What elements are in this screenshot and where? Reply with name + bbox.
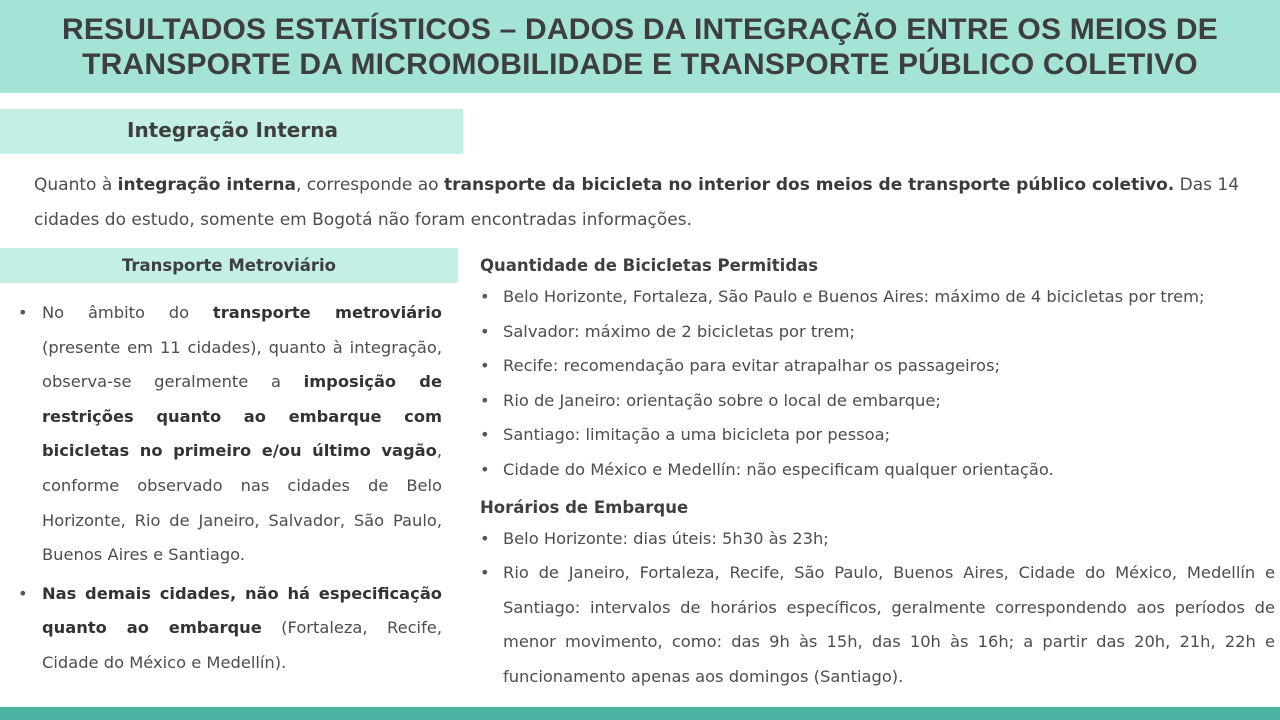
intro-bold-1: integração interna bbox=[117, 175, 296, 195]
list-item bbox=[18, 577, 442, 681]
bullet-icon: • bbox=[480, 321, 490, 341]
list-item bbox=[480, 453, 1275, 488]
list-item bbox=[480, 556, 1275, 694]
metro-text-3: , conforme observado nas cidades de Belo Horizonte, Rio de Janeiro, Salvador, São Paulo, Buenos Aires e Santiago. bbox=[42, 441, 442, 565]
bullet-icon: • bbox=[480, 425, 490, 445]
item-text: Cidade do México e Medellín: não especificam qualquer orientação. bbox=[503, 459, 1054, 479]
item-text: Rio de Janeiro: orientação sobre o local de embarque; bbox=[503, 390, 941, 410]
title-line-1: RESULTADOS ESTATÍSTICOS – DADOS DA INTEGRAÇÃO ENTRE OS MEIOS DE bbox=[61, 12, 1218, 46]
list-item bbox=[480, 315, 1275, 350]
quantidade-list bbox=[480, 280, 1275, 488]
bullet-icon: • bbox=[18, 303, 28, 322]
metro-heading-box bbox=[0, 248, 458, 283]
list-item bbox=[480, 384, 1275, 419]
metro-bold-3: Nas demais cidades, não há especificação quanto ao embarque bbox=[42, 583, 442, 638]
item-text: Rio de Janeiro, Fortaleza, Recife, São Paulo, Buenos Aires, Cidade do México, Medellín e Santiago: intervalos de horários específicos, geralmente correspondendo aos períodos de menor movimento, como: das 9h às 15h, das 10h às 16h; a partir das 20h, 21h, 22h e funcionamento apenas aos domingos (Santiago). bbox=[503, 563, 1275, 686]
intro-text-3: Das 14 cidades do estudo, somente em Bogotá não foram encontradas informações. bbox=[34, 175, 1240, 230]
bullet-icon: • bbox=[480, 459, 490, 479]
intro-bold-2: transporte da bicicleta no interior dos meios de transporte público coletivo. bbox=[443, 175, 1175, 195]
intro-text-1: Quanto à bbox=[34, 175, 118, 195]
list-item bbox=[18, 296, 442, 573]
bullet-icon: • bbox=[480, 287, 490, 306]
slide-title bbox=[62, 12, 1218, 82]
bullet-icon: • bbox=[480, 563, 490, 583]
title-line-2: TRANSPORTE DA MICROMOBILIDADE E TRANSPORTE PÚBLICO COLETIVO bbox=[82, 47, 1198, 81]
list-item bbox=[480, 522, 1275, 557]
section-heading-box bbox=[0, 109, 463, 154]
bullet-icon: • bbox=[480, 356, 490, 376]
list-item bbox=[480, 280, 1275, 315]
bullet-icon: • bbox=[18, 583, 28, 603]
metro-bold-2: imposição de restrições quanto ao embarque com bicicletas no primeiro e/ou último vagão bbox=[42, 372, 442, 461]
section-heading: Integração Interna bbox=[127, 118, 338, 142]
metro-text-2: (presente em 11 cidades), quanto à integração, observa-se geralmente a bbox=[42, 337, 442, 392]
item-text: Belo Horizonte: dias úteis: 5h30 às 23h; bbox=[503, 528, 829, 548]
title-bar bbox=[0, 0, 1280, 93]
footer-bar bbox=[0, 707, 1280, 720]
intro-text-2: , corresponde ao bbox=[295, 175, 444, 195]
list-item bbox=[480, 349, 1275, 384]
item-text: Belo Horizonte, Fortaleza, São Paulo e Buenos Aires: máximo de 4 bicicletas por trem; bbox=[503, 287, 1205, 306]
metro-list bbox=[18, 296, 442, 681]
intro-paragraph bbox=[34, 168, 1264, 238]
horarios-list bbox=[480, 522, 1275, 695]
bullet-icon: • bbox=[480, 528, 490, 548]
list-item bbox=[480, 418, 1275, 453]
metro-heading: Transporte Metroviário bbox=[121, 256, 337, 275]
bullet-icon: • bbox=[480, 390, 490, 410]
item-text: Santiago: limitação a uma bicicleta por pessoa; bbox=[503, 425, 891, 445]
quantidade-heading: Quantidade de Bicicletas Permitidas bbox=[480, 256, 819, 275]
metro-text-1: No âmbito do bbox=[42, 303, 213, 322]
right-column bbox=[480, 252, 1275, 695]
metro-text-4: (Fortaleza, Recife, Cidade do México e Medellín). bbox=[42, 618, 442, 672]
metro-bold-1: transporte metroviário bbox=[212, 303, 442, 322]
item-text: Salvador: máximo de 2 bicicletas por trem; bbox=[503, 321, 855, 341]
horarios-heading: Horários de Embarque bbox=[480, 497, 689, 517]
item-text: Recife: recomendação para evitar atrapalhar os passageiros; bbox=[503, 356, 1000, 376]
